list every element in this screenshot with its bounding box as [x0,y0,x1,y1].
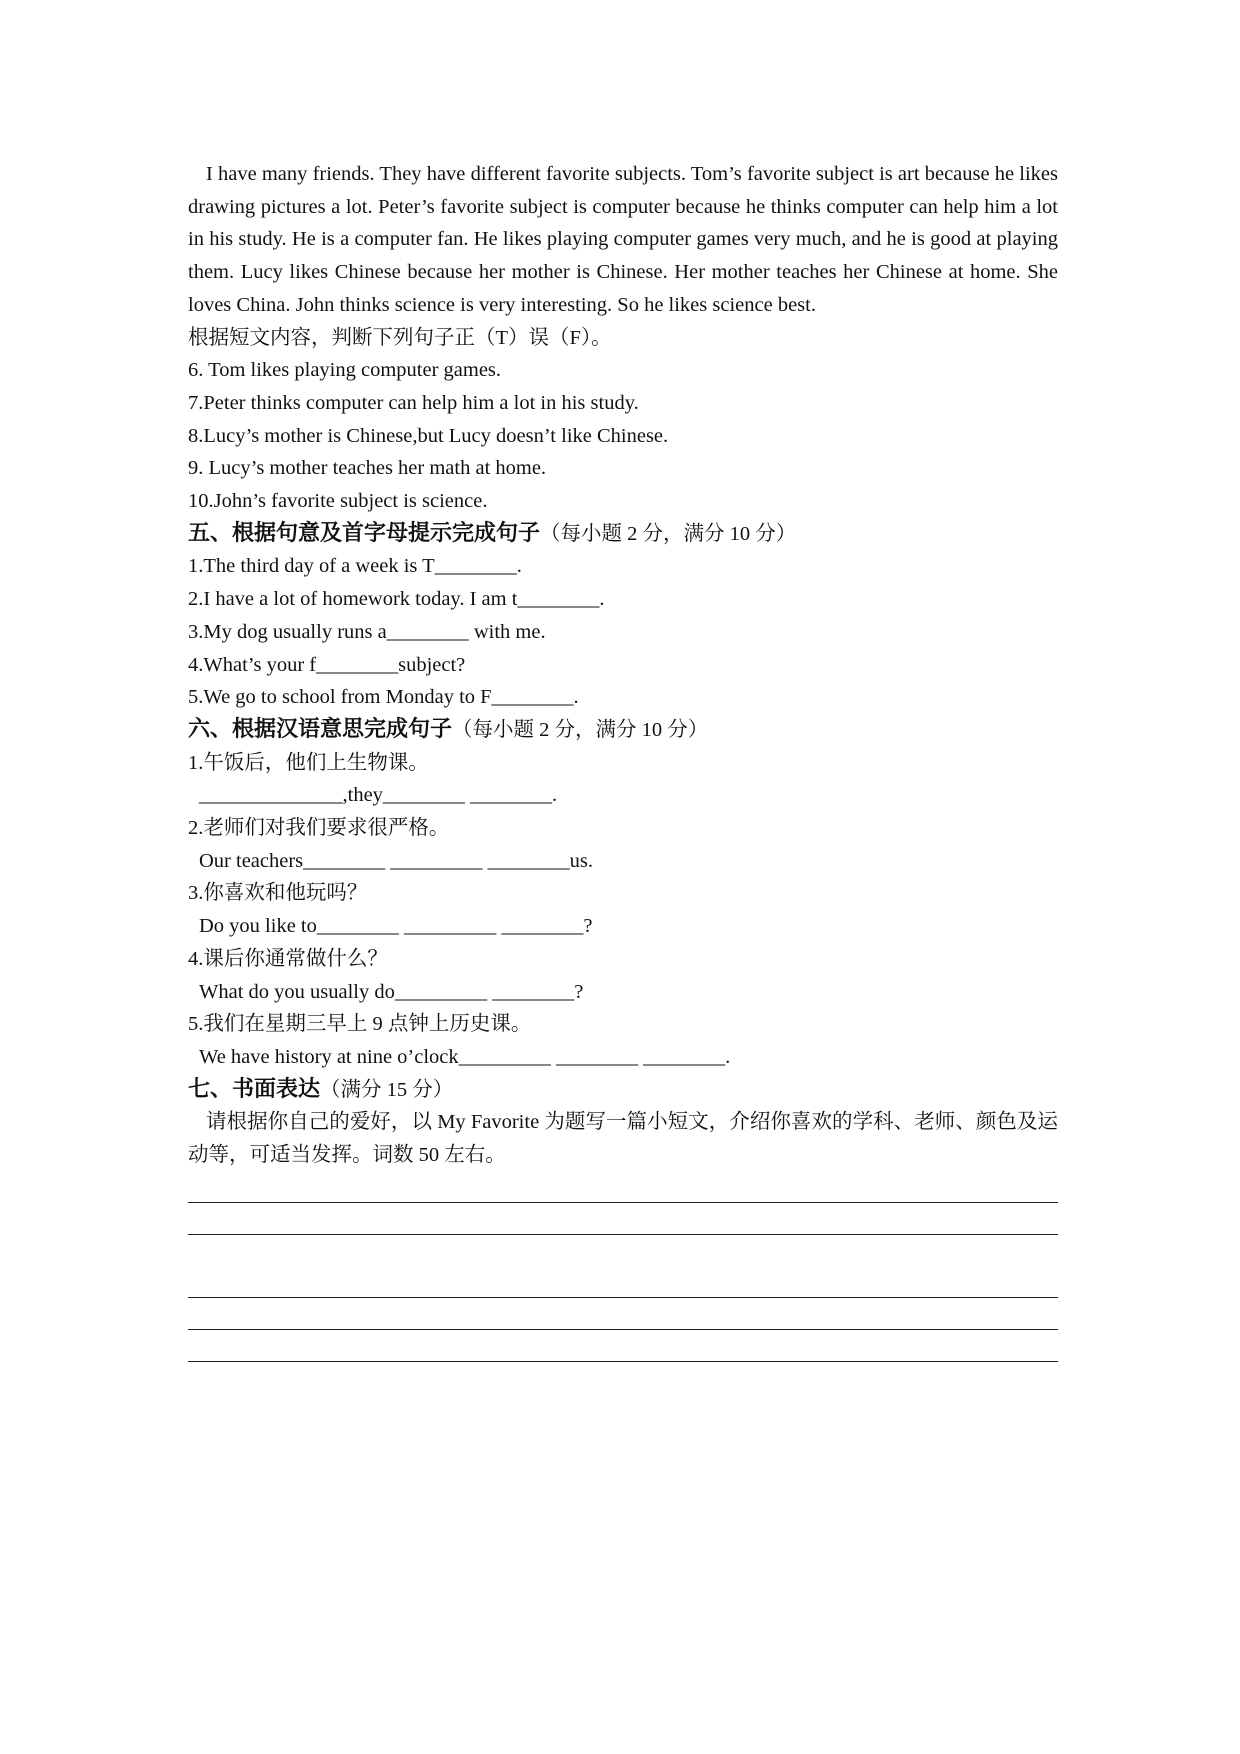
s6-item-5-en: We have history at nine o’clock_________ ________ ________. [199,1045,731,1068]
tf-instruction: 根据短文内容，判断下列句子正（T）误（F）。 [188,326,612,349]
section-6-heading [188,714,1058,747]
tf-item-10: 10.John’s favorite subject is science. [188,490,488,513]
s6-item-4-en: What do you usually do_________ ________? [199,980,584,1003]
section-6-note: （每小题 2 分，满分 10 分） [452,718,709,741]
s5-item-1: 1.The third day of a week is T________. [188,555,522,578]
s6-item-4-cn: 4.课后你通常做什么？ [188,947,388,970]
s5-item-4: 4.What’s your f________subject? [188,653,466,676]
worksheet-page [188,158,1058,1372]
s6-item-1-cn: 1.午饭后，他们上生物课。 [188,751,429,774]
s6-item-3-cn: 3.你喜欢和他玩吗？ [188,882,368,905]
tf-item-9: 9. Lucy’s mother teaches her math at home. [188,457,547,480]
writing-line-3 [188,1297,1058,1298]
reading-passage: I have many friends. They have different favorite subjects. Tom’s favorite subject is art because he likes drawing pictures a lot. Peter’s favorite subject is computer because he thinks computer can help him a lot in his study. He is a computer fan. He likes playing computer games very much, and he is good at playing them. Lucy likes Chinese because her mother is Chinese. Her mother teaches her Chinese at home. She loves China. John thinks science is very interesting. So he likes science best. [188,163,1058,316]
s5-item-2: 2.I have a lot of homework today. I am t________. [188,588,605,611]
section-6-title: 六、根据汉语意思完成句子 [188,716,453,742]
essay-prompt: 请根据你自己的爱好，以 My Favorite 为题写一篇小短文，介绍你喜欢的学科、老师、颜色及运动等，可适当发挥。词数 50 左右。 [188,1111,1058,1167]
writing-line-2 [188,1234,1058,1235]
s6-item-5-cn: 5.我们在星期三早上 9 点钟上历史课。 [188,1013,532,1036]
section-7-note: （满分 15 分） [320,1078,454,1101]
writing-line-1 [188,1202,1058,1203]
writing-line-4 [188,1329,1058,1330]
writing-line-5 [188,1361,1058,1362]
tf-item-6: 6. Tom likes playing computer games. [188,359,502,382]
section-7-heading [188,1074,1058,1107]
s5-item-3: 3.My dog usually runs a________ with me. [188,620,546,643]
tf-item-8: 8.Lucy’s mother is Chinese,but Lucy doesn’t like Chinese. [188,424,669,447]
section-5-title: 五、根据句意及首字母提示完成句子 [188,520,541,546]
s6-item-2-cn: 2.老师们对我们要求很严格。 [188,817,450,840]
writing-lines [188,1172,1058,1372]
s5-item-5: 5.We go to school from Monday to F________. [188,686,579,709]
tf-item-7: 7.Peter thinks computer can help him a lot in his study. [188,391,639,414]
s6-item-1-en: ______________,they________ ________. [199,784,558,807]
s6-item-2-en: Our teachers________ _________ ________us. [199,849,594,872]
s6-item-3-en: Do you like to________ _________ ________? [199,915,593,938]
section-5-note: （每小题 2 分，满分 10 分） [540,522,797,545]
section-7-title: 七、书面表达 [188,1076,321,1102]
section-5-heading [188,518,1058,551]
